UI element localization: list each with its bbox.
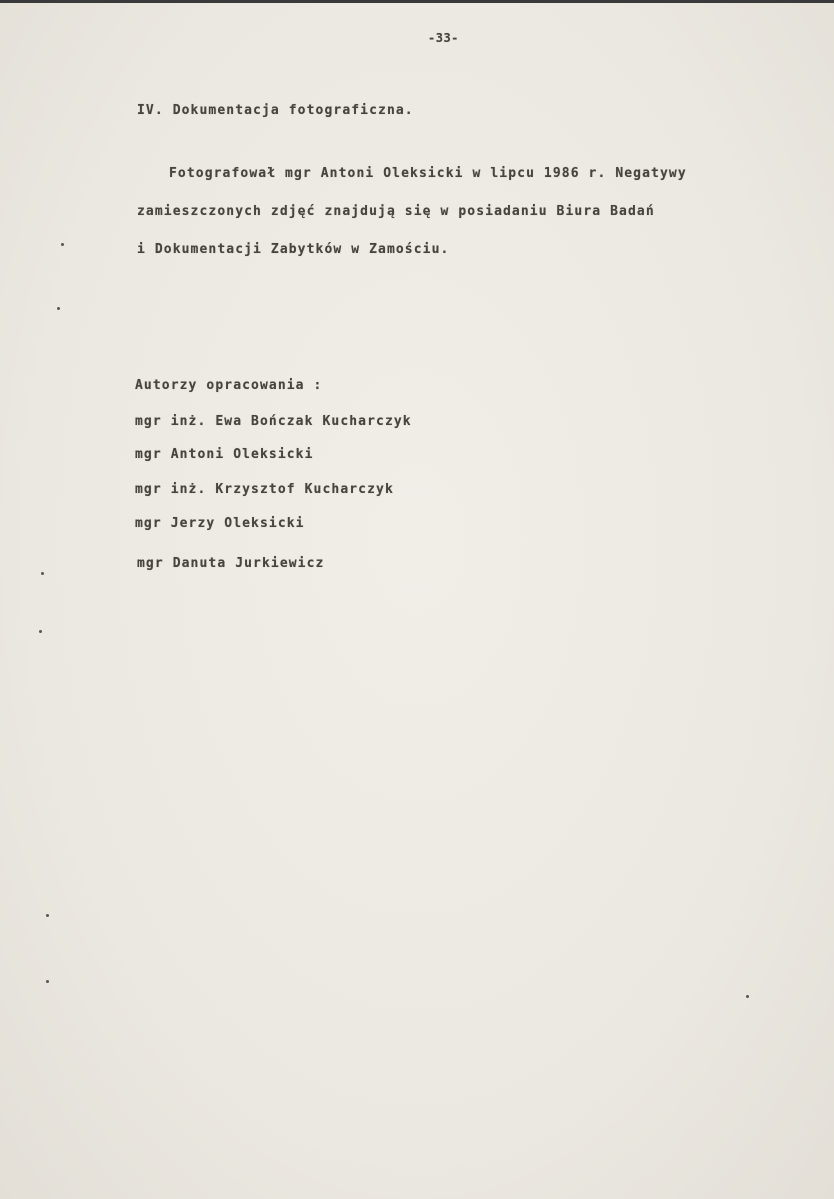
margin-speck — [61, 243, 64, 246]
section-heading: IV. Dokumentacja fotograficzna. — [137, 103, 414, 118]
paragraph-line: i Dokumentacji Zabytków w Zamościu. — [137, 242, 450, 257]
margin-speck — [46, 980, 49, 983]
page-top-edge — [0, 0, 834, 3]
author-name: mgr Antoni Oleksicki — [135, 447, 314, 462]
margin-speck — [746, 995, 749, 998]
author-name: mgr Jerzy Oleksicki — [135, 516, 305, 531]
paragraph-line: zamieszczonych zdjęć znajdują się w posiadaniu Biura Badań — [137, 204, 655, 219]
author-name: mgr inż. Krzysztof Kucharczyk — [135, 482, 394, 497]
authors-heading: Autorzy opracowania : — [135, 378, 323, 393]
page-number: -33- — [428, 31, 459, 45]
paragraph-line: Fotografował mgr Antoni Oleksicki w lipcu 1986 r. Negatywy — [169, 166, 687, 181]
margin-speck — [39, 630, 42, 633]
margin-speck — [41, 572, 44, 575]
author-name: mgr Danuta Jurkiewicz — [137, 556, 325, 571]
margin-speck — [57, 307, 60, 310]
margin-speck — [46, 914, 49, 917]
author-name: mgr inż. Ewa Bończak Kucharczyk — [135, 414, 412, 429]
